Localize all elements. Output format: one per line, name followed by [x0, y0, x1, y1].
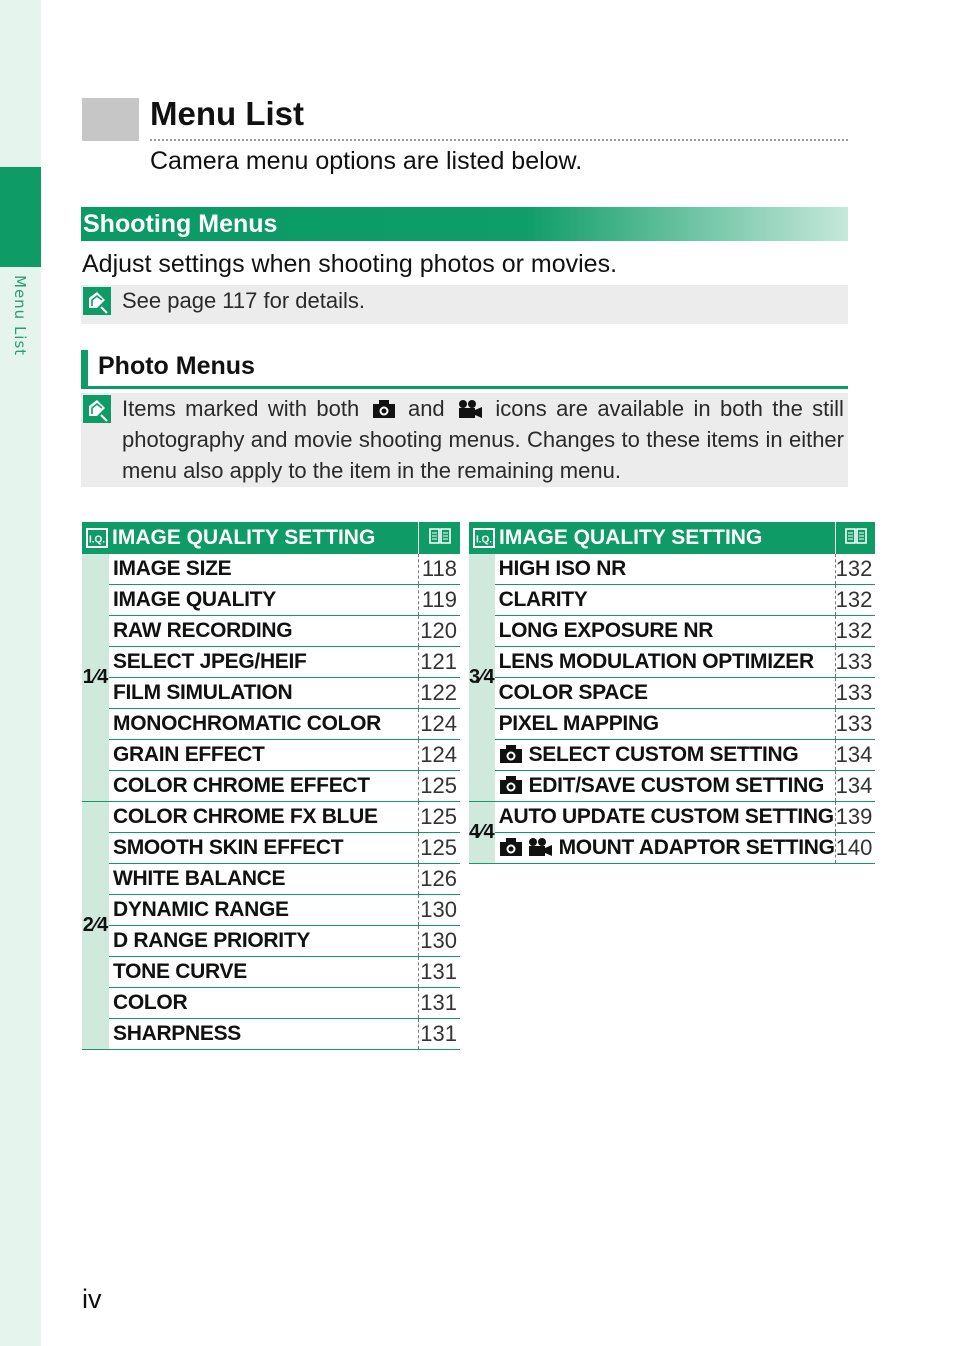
menu-item[interactable]: HIGH ISO NR — [495, 554, 836, 585]
table-row[interactable] — [82, 554, 460, 585]
menu-item[interactable]: COLOR — [109, 988, 419, 1019]
page-ref: 139 — [835, 802, 875, 833]
note-box — [81, 285, 848, 324]
table-row[interactable] — [82, 802, 460, 833]
svg-text:I.Q.: I.Q. — [88, 534, 106, 546]
table-row[interactable] — [82, 833, 460, 864]
sidebar-active-tab[interactable] — [0, 167, 41, 267]
note-icon — [83, 287, 111, 315]
table-header — [469, 522, 835, 554]
table-row[interactable] — [82, 988, 460, 1019]
note-part1: Items marked with both — [122, 396, 360, 421]
camera-icon — [372, 399, 396, 419]
section-description: Adjust settings when shooting photos or movies. — [82, 250, 618, 278]
table-row[interactable] — [82, 926, 460, 957]
table-header-label: IMAGE QUALITY SETTING — [112, 526, 376, 549]
table-row[interactable] — [82, 709, 460, 740]
title-marker — [82, 98, 139, 141]
page-ref: 133 — [835, 709, 875, 740]
menu-item[interactable]: CLARITY — [495, 585, 836, 616]
page-ref: 125 — [419, 802, 461, 833]
page-ref: 131 — [419, 988, 461, 1019]
page-ref: 125 — [419, 771, 461, 802]
table-row[interactable] — [469, 709, 875, 740]
table-row[interactable] — [469, 585, 875, 616]
table-row[interactable] — [82, 957, 460, 988]
table-row[interactable] — [469, 802, 875, 833]
table-row[interactable] — [82, 1019, 460, 1050]
page-ref-header — [419, 522, 461, 554]
menu-item[interactable]: IMAGE QUALITY — [109, 585, 419, 616]
menu-item[interactable]: TONE CURVE — [109, 957, 419, 988]
table-row[interactable] — [82, 647, 460, 678]
menu-item[interactable]: DYNAMIC RANGE — [109, 895, 419, 926]
page-ref: 124 — [419, 740, 461, 771]
table-row[interactable] — [469, 833, 875, 864]
table-header — [82, 522, 419, 554]
menu-item-label: MOUNT ADAPTOR SETTING — [558, 836, 835, 859]
page-ref: 118 — [419, 554, 461, 585]
table-row[interactable] — [469, 616, 875, 647]
page-title: Menu List — [150, 95, 304, 132]
page-ref: 119 — [419, 585, 461, 616]
page-ref: 140 — [835, 833, 875, 864]
note-text-photo — [122, 393, 844, 486]
page-ref: 120 — [419, 616, 461, 647]
table-row[interactable] — [82, 771, 460, 802]
menu-item[interactable]: D RANGE PRIORITY — [109, 926, 419, 957]
menu-item-mount-adaptor[interactable] — [495, 833, 836, 864]
book-icon — [844, 527, 868, 545]
page-number: iv — [82, 1284, 102, 1314]
menu-item[interactable]: GRAIN EFFECT — [109, 740, 419, 771]
menu-item[interactable]: LONG EXPOSURE NR — [495, 616, 836, 647]
title-divider — [150, 139, 848, 141]
page-ref-header — [835, 522, 875, 554]
menu-item-select-custom[interactable] — [495, 740, 836, 771]
note-text: See page 117 for details. — [122, 288, 365, 313]
section-heading-shooting-menus: Shooting Menus — [81, 207, 848, 241]
menu-item-label: SELECT CUSTOM SETTING — [528, 743, 799, 766]
page-ref: 130 — [419, 926, 461, 957]
page-ref: 132 — [835, 585, 875, 616]
movie-icon — [527, 837, 553, 857]
table-row[interactable] — [469, 740, 875, 771]
page-ref: 133 — [835, 647, 875, 678]
table-row[interactable] — [82, 864, 460, 895]
subsection-title: Photo Menus — [98, 352, 255, 380]
table-header-label: IMAGE QUALITY SETTING — [499, 526, 763, 549]
svg-text:I.Q.: I.Q. — [475, 534, 493, 546]
movie-icon — [457, 399, 483, 419]
page-ref: 121 — [419, 647, 461, 678]
table-row[interactable] — [82, 616, 460, 647]
menu-item[interactable]: COLOR CHROME FX BLUE — [109, 802, 419, 833]
menu-item[interactable]: SMOOTH SKIN EFFECT — [109, 833, 419, 864]
page-indicator: 3⁄4 — [469, 554, 495, 802]
table-row[interactable] — [469, 771, 875, 802]
page-indicator: 4⁄4 — [469, 802, 495, 864]
menu-item[interactable]: PIXEL MAPPING — [495, 709, 836, 740]
menu-table-right — [469, 522, 875, 864]
menu-item[interactable]: LENS MODULATION OPTIMIZER — [495, 647, 836, 678]
menu-item[interactable]: SELECT JPEG/HEIF — [109, 647, 419, 678]
table-row[interactable] — [469, 678, 875, 709]
sidebar-label: Menu List — [11, 275, 29, 357]
menu-item[interactable]: WHITE BALANCE — [109, 864, 419, 895]
page-ref: 132 — [835, 616, 875, 647]
subsection-marker — [81, 350, 88, 386]
menu-item[interactable]: SHARPNESS — [109, 1019, 419, 1050]
page-ref: 131 — [419, 1019, 461, 1050]
camera-icon — [499, 775, 523, 795]
menu-item[interactable]: FILM SIMULATION — [109, 678, 419, 709]
page-indicator: 2⁄4 — [82, 802, 109, 1050]
image-quality-icon — [473, 528, 495, 548]
table-row[interactable] — [82, 740, 460, 771]
note-part2: icons are available in both the still photography and movie shooting menus. Changes to these items in either menu also apply to the item in the remaining menu. — [122, 396, 844, 483]
note-box-photo — [81, 393, 848, 487]
menu-item[interactable]: AUTO UPDATE CUSTOM SETTING — [495, 802, 836, 833]
page-ref: 133 — [835, 678, 875, 709]
image-quality-icon — [86, 528, 108, 548]
menu-item[interactable]: IMAGE SIZE — [109, 554, 419, 585]
subsection-heading — [81, 350, 848, 389]
menu-item-edit-save-custom[interactable] — [495, 771, 836, 802]
note-icon — [83, 395, 111, 423]
page-indicator: 1⁄4 — [82, 554, 109, 802]
table-row[interactable] — [82, 678, 460, 709]
menu-item[interactable]: MONOCHROMATIC COLOR — [109, 709, 419, 740]
camera-icon — [499, 837, 523, 857]
page-ref: 122 — [419, 678, 461, 709]
page-ref: 132 — [835, 554, 875, 585]
menu-item-label: EDIT/SAVE CUSTOM SETTING — [528, 774, 824, 797]
page-ref: 131 — [419, 957, 461, 988]
camera-icon — [499, 744, 523, 764]
page-ref: 124 — [419, 709, 461, 740]
book-icon — [428, 527, 452, 545]
menu-item[interactable]: COLOR SPACE — [495, 678, 836, 709]
table-row[interactable] — [82, 585, 460, 616]
page-ref: 130 — [419, 895, 461, 926]
menu-item[interactable]: RAW RECORDING — [109, 616, 419, 647]
page-ref: 134 — [835, 740, 875, 771]
page-ref: 134 — [835, 771, 875, 802]
table-row[interactable] — [469, 554, 875, 585]
menu-table-left — [82, 522, 460, 1050]
note-and: and — [407, 396, 445, 421]
page-subtitle: Camera menu options are listed below. — [150, 147, 583, 175]
table-row[interactable] — [469, 647, 875, 678]
menu-item[interactable]: COLOR CHROME EFFECT — [109, 771, 419, 802]
table-row[interactable] — [82, 895, 460, 926]
page-ref: 125 — [419, 833, 461, 864]
page-ref: 126 — [419, 864, 461, 895]
